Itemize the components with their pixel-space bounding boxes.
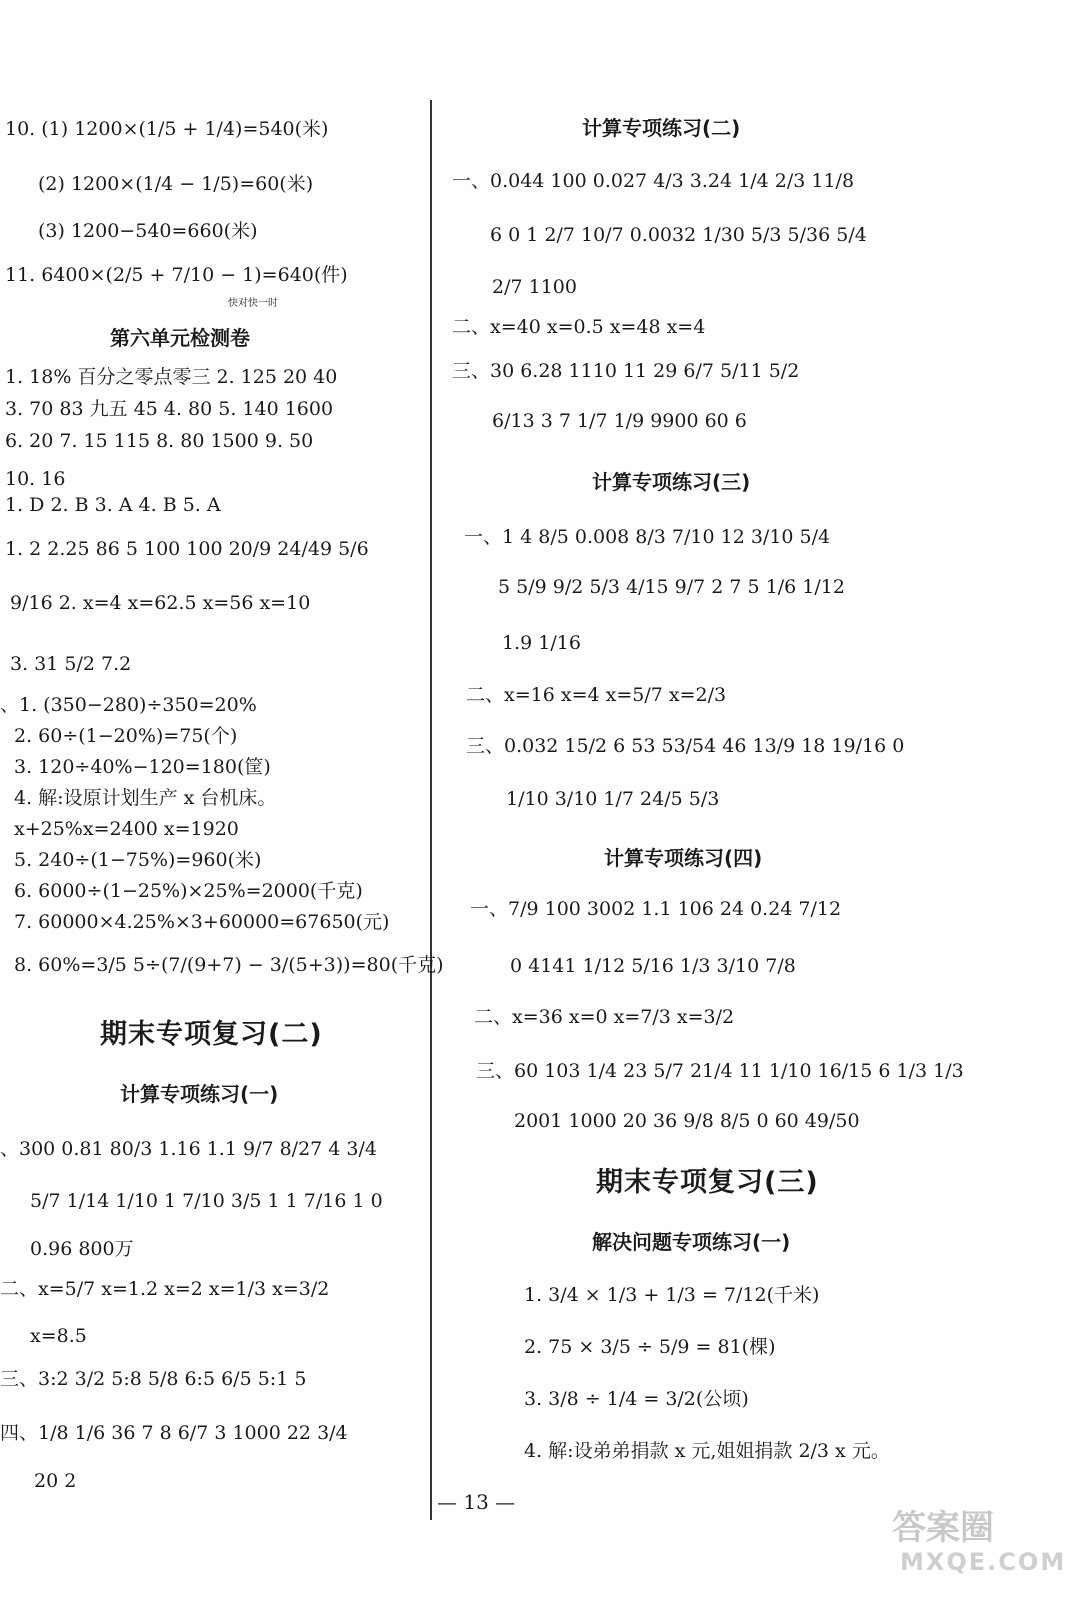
answer-line: 二、x=36 x=0 x=7/3 x=3/2: [474, 1006, 735, 1028]
answer-line: 6. 20 7. 15 115 8. 80 1500 9. 50: [5, 430, 314, 452]
answer-line: 2001 1000 20 36 9/8 8/5 0 60 49/50: [514, 1110, 860, 1132]
answer-line: 三、0.032 15/2 6 53 53/54 46 13/9 18 19/16 0: [466, 735, 905, 757]
answer-line: 、300 0.81 80/3 1.16 1.1 9/7 8/27 4 3/4: [0, 1138, 377, 1160]
answer-line: (3) 1200−540=660(米): [38, 220, 258, 242]
answer-line: 10. 16: [5, 468, 66, 490]
answer-line: 4. 解:设弟弟捐款 x 元,姐姐捐款 2/3 x 元。: [524, 1440, 890, 1462]
page-number: — 13 —: [437, 1490, 516, 1514]
answer-line: 5 5/9 9/2 5/3 4/15 9/7 2 7 5 1/6 1/12: [498, 576, 845, 598]
answer-line: 2/7 1100: [492, 276, 577, 298]
section-heading-unit6: 第六单元检测卷: [110, 326, 250, 350]
answer-line: 4. 解:设原计划生产 x 台机床。: [14, 787, 277, 809]
answer-line: 1/10 3/10 1/7 24/5 5/3: [506, 788, 720, 810]
handwritten-note: 快对快一时: [228, 298, 278, 309]
answer-line: 6/13 3 7 1/7 1/9 9900 60 6: [492, 410, 747, 432]
answer-line: 6 0 1 2/7 10/7 0.0032 1/30 5/3 5/36 5/4: [490, 224, 867, 246]
section-heading-calc1: 计算专项练习(一): [120, 1082, 279, 1106]
section-heading-calc4: 计算专项练习(四): [604, 846, 763, 870]
answer-line: 一、1 4 8/5 0.008 8/3 7/10 12 3/10 5/4: [464, 526, 831, 548]
answer-line: 、1. (350−280)÷350=20%: [0, 694, 257, 716]
answer-line: 3. 70 83 九五 45 4. 80 5. 140 1600: [5, 398, 334, 420]
answer-line: 三、30 6.28 1110 11 29 6/7 5/11 5/2: [452, 360, 800, 382]
answer-line: 二、x=40 x=0.5 x=48 x=4: [452, 316, 706, 338]
answer-line: 1. 2 2.25 86 5 100 100 20/9 24/49 5/6: [5, 538, 369, 560]
answer-line: 一、0.044 100 0.027 4/3 3.24 1/4 2/3 11/8: [452, 170, 855, 192]
answer-line: 1. D 2. B 3. A 4. B 5. A: [5, 494, 221, 516]
column-divider: [430, 100, 432, 1520]
answer-line: 1.9 1/16: [502, 632, 581, 654]
answer-line: 1. 3/4 × 1/3 + 1/3 = 7/12(千米): [524, 1284, 820, 1306]
answer-line: (2) 1200×(1/4 − 1/5)=60(米): [38, 173, 314, 195]
answer-line: 11. 6400×(2/5 + 7/10 − 1)=640(件): [5, 264, 348, 286]
answer-line: 9/16 2. x=4 x=62.5 x=56 x=10: [10, 592, 311, 614]
answer-line: 3. 3/8 ÷ 1/4 = 3/2(公顷): [524, 1388, 749, 1410]
answer-line: 1. 18% 百分之零点零三 2. 125 20 40: [5, 366, 338, 388]
answer-line: 5/7 1/14 1/10 1 7/10 3/5 1 1 7/16 1 0: [30, 1190, 383, 1212]
watermark-logo: 答案圈: [892, 1508, 994, 1548]
answer-line: x=8.5: [30, 1325, 87, 1347]
answer-line: 10. (1) 1200×(1/5 + 1/4)=540(米): [5, 118, 329, 140]
section-heading-calc3: 计算专项练习(三): [592, 470, 751, 494]
answer-line: 0.96 800万: [30, 1238, 134, 1260]
answer-line: 5. 240÷(1−75%)=960(米): [14, 849, 262, 871]
section-heading-review3: 期末专项复习(三): [596, 1167, 819, 1198]
answer-line: 3. 31 5/2 7.2: [10, 653, 132, 675]
answer-line: 三、60 103 1/4 23 5/7 21/4 11 1/10 16/15 6 1/3 1/3: [476, 1060, 964, 1082]
answer-line: 三、3:2 3/2 5:8 5/8 6:5 6/5 5:1 5: [0, 1368, 307, 1390]
answer-line: 二、x=16 x=4 x=5/7 x=2/3: [466, 684, 727, 706]
answer-line: 2. 60÷(1−20%)=75(个): [14, 725, 238, 747]
answer-line: 20 2: [34, 1470, 77, 1492]
section-heading-review2: 期末专项复习(二): [100, 1019, 323, 1050]
answer-line: 3. 120÷40%−120=180(筐): [14, 756, 271, 778]
answer-line: 二、x=5/7 x=1.2 x=2 x=1/3 x=3/2: [0, 1278, 330, 1300]
answer-line: x+25%x=2400 x=1920: [14, 818, 239, 840]
answer-line: 6. 6000÷(1−25%)×25%=2000(千克): [14, 880, 363, 902]
answer-line: 2. 75 × 3/5 ÷ 5/9 = 81(棵): [524, 1336, 776, 1358]
section-heading-solve1: 解决问题专项练习(一): [592, 1230, 791, 1254]
answer-line: 四、1/8 1/6 36 7 8 6/7 3 1000 22 3/4: [0, 1422, 348, 1444]
answer-line: 8. 60%=3/5 5÷(7/(9+7) − 3/(5+3))=80(千克): [14, 954, 444, 976]
answer-line: 7. 60000×4.25%×3+60000=67650(元): [14, 911, 390, 933]
section-heading-calc2: 计算专项练习(二): [582, 116, 741, 140]
answer-line: 一、7/9 100 3002 1.1 106 24 0.24 7/12: [470, 898, 842, 920]
answer-line: 0 4141 1/12 5/16 1/3 3/10 7/8: [510, 955, 796, 977]
watermark-site: MXQE.COM: [900, 1548, 1067, 1576]
